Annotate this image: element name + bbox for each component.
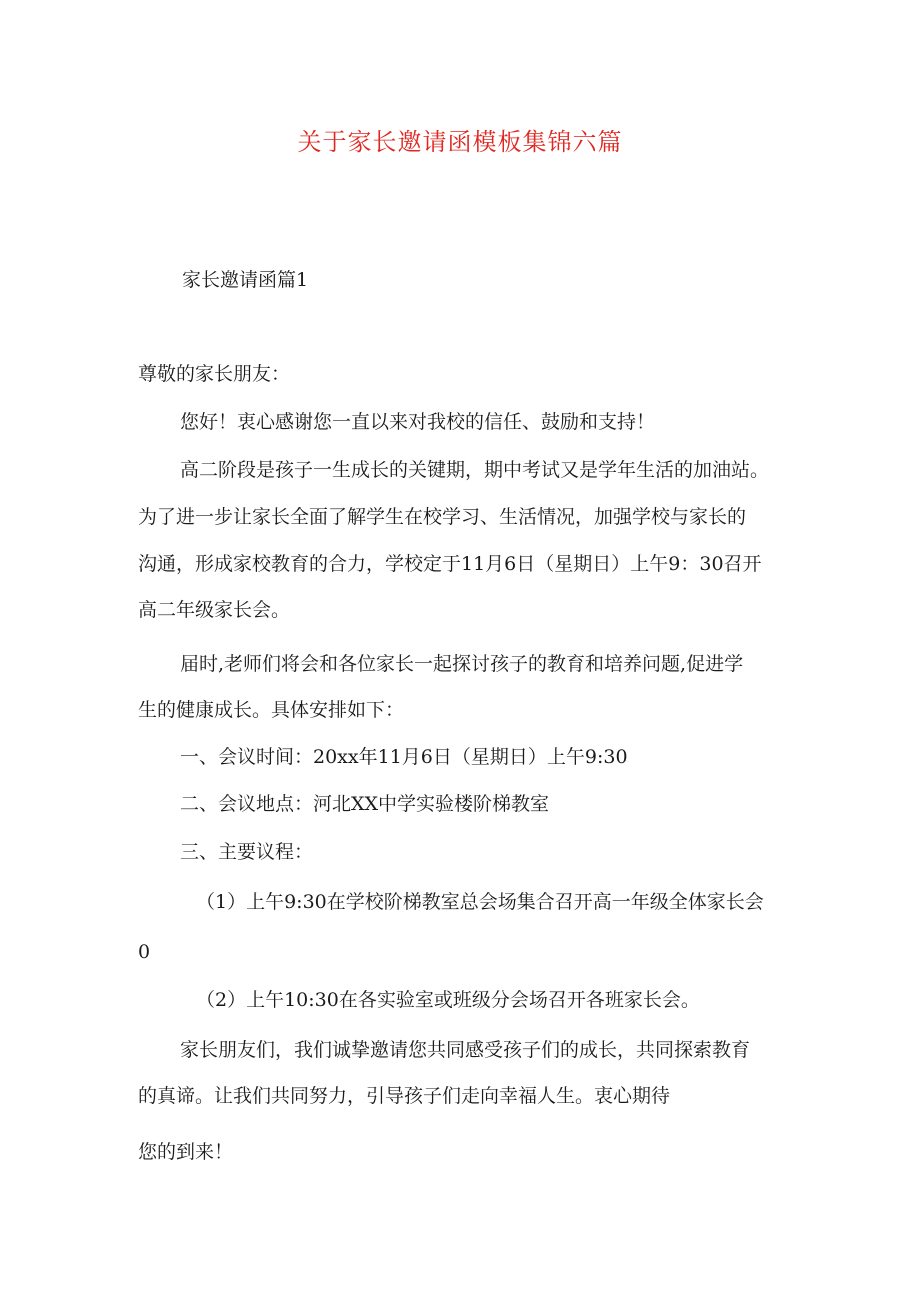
agenda-item: （2）上午10:30在各实验室或班级分会场召开各班家长会。 <box>196 989 700 1011</box>
meeting-location-item: 二、会议地点：河北XX中学实验楼阶梯教室 <box>180 793 550 815</box>
paragraph-line: 高二阶段是孩子一生成长的关键期，期中考试又是学年生活的加油站。 <box>180 459 770 481</box>
paragraph-line: 家长朋友们，我们诚挚邀请您共同感受孩子们的成长，共同探索教育 <box>180 1039 751 1061</box>
paragraph-line: 高二年级家长会。 <box>138 599 291 621</box>
section-heading: 家长邀请函篇1 <box>182 269 309 291</box>
paragraph-line: 届时,老师们将会和各位家长一起探讨孩子的教育和培养问题,促进学 <box>180 653 744 675</box>
closing-line: 您的到来！ <box>138 1141 234 1163</box>
meeting-time-item: 一、会议时间：20xx年11月6日（星期日）上午9:30 <box>180 746 628 768</box>
agenda-heading: 三、主要议程： <box>180 841 314 863</box>
paragraph-line: 的真谛。让我们共同努力，引导孩子们走向幸福人生。衷心期待 <box>138 1085 671 1107</box>
salutation: 尊敬的家长朋友： <box>138 363 291 385</box>
paragraph-line: 沟通，形成家校教育的合力，学校定于11月6日（星期日）上午9：30召开 <box>138 553 762 575</box>
document-title: 关于家长邀请函模板集锦六篇 <box>297 128 623 156</box>
paragraph-line: 为了进一步让家长全面了解学生在校学习、生活情况，加强学校与家长的 <box>138 506 747 528</box>
agenda-item: （1）上午9:30在学校阶梯教室总会场集合召开高一年级全体家长会 <box>196 891 764 913</box>
paragraph-line: 您好！衷心感谢您一直以来对我校的信任、鼓励和支持！ <box>180 411 656 433</box>
agenda-item-continuation: 0 <box>138 941 151 963</box>
paragraph-line: 生的健康成长。具体安排如下： <box>138 699 405 721</box>
